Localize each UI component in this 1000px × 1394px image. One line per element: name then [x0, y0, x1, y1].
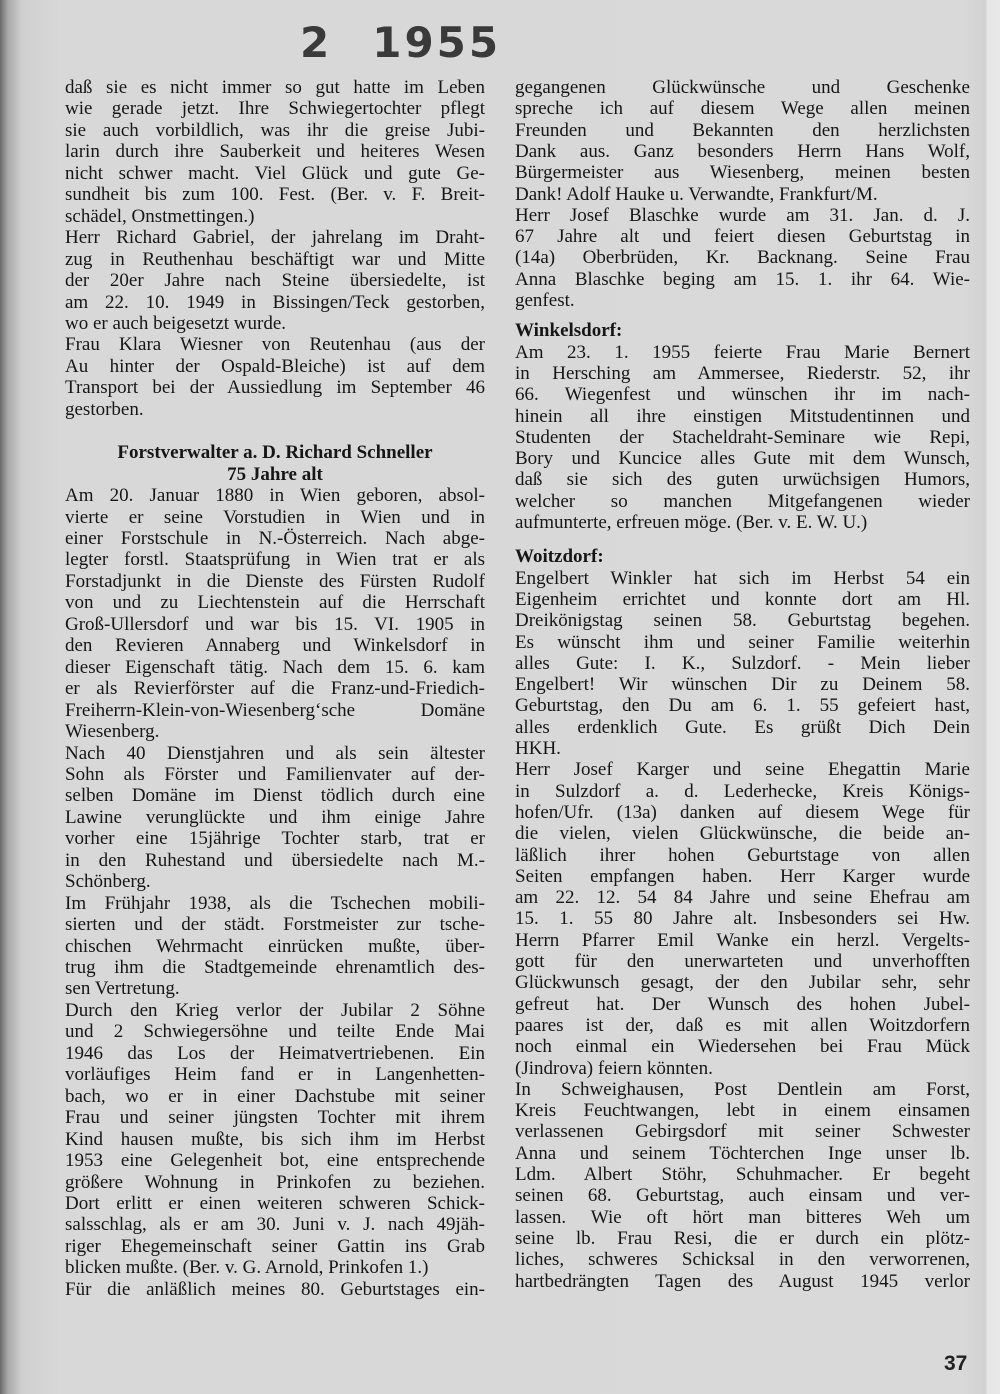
text-line: selben Domäne im Dienst tödlich durch eine [65, 785, 485, 807]
text-line: Frau Klara Wiesner von Reutenhau (aus der [65, 334, 485, 356]
text-line: genfest. [515, 290, 575, 311]
text-line: 15. 1. 55 80 Jahre alt. Insbesonders sei Hw. [515, 908, 970, 930]
text-line: Seiten empfangen haben. Herr Karger wurde [515, 865, 970, 887]
text-line: Für die anläßlich meines 80. Geburtstages ein- [65, 1278, 485, 1300]
text-line: larin durch ihre Sauberkeit und heiteres Wesen [65, 141, 485, 163]
text-line: daß sie sich des guten urwüchsigen Humors, [515, 469, 970, 491]
text-line: Groß-Ullersdorf und war bis 15. VI. 1905 in [65, 613, 485, 635]
text-line: sundheit bis zum 100. Fest. (Ber. v. F. Breit- [65, 184, 485, 206]
text-line: in Sulzdorf a. d. Lederhecke, Kreis Königs- [515, 780, 970, 802]
issue-header [300, 18, 540, 67]
text-line: (Jindrova) feiern könnten. [515, 1057, 713, 1079]
text-line: trug ihm die Stadtgemeinde ehrenamtlich des- [65, 957, 485, 978]
text-line: Am 23. 1. 1955 feierte Frau Marie Bernert [515, 341, 970, 363]
text-line: alles Gute: I. K., Sulzdorf. - Mein lieber [515, 652, 970, 674]
text-line: Winkelsdorf: [515, 320, 623, 342]
text-line: Sohn als Förster und Familienvater auf der- [65, 763, 485, 785]
text-line: lassen. Wie oft hört man bitteres Weh um [515, 1206, 970, 1228]
text-line: vorläufiges Heim fand er in Langenhetten- [65, 1064, 485, 1086]
text-line: einer Forstschule in N.-Österreich. Nach abge- [65, 528, 485, 549]
text-line: Dank! Adolf Hauke u. Verwandte, Frankfurt/M. [515, 183, 878, 205]
text-line: Lawine verunglückte und ihm einige Jahre [65, 806, 485, 828]
text-line: Herr Josef Blaschke wurde am 31. Jan. d. J. [515, 204, 970, 226]
text-line: schädel, Onstmettingen.) [65, 205, 255, 227]
text-line: Engelbert Winkler hat sich im Herbst 54 ein [515, 567, 970, 589]
text-line: In Schweighausen, Post Dentlein am Forst, [515, 1078, 970, 1100]
text-line: hartbedrängten Tagen des August 1945 verlor [515, 1270, 970, 1292]
text-line: riger Ehegemeinschaft seiner Gattin ins Grab [65, 1235, 485, 1257]
text-line: gott für den unerwarteten und unverhofften [515, 951, 970, 972]
text-line: seinen 68. Geburtstag, auch einsam und ver- [515, 1185, 970, 1207]
text-line: Bürgermeister aus Wiesenberg, meinen besten [515, 162, 970, 184]
text-line: wie gerade jetzt. Ihre Schwiegertochter pflegt [65, 98, 485, 120]
text-line: 1946 das Los der Heimatvertriebenen. Ein [65, 1042, 485, 1064]
text-line: aufmunterte, erfreuen möge. (Ber. v. E. W. U.) [515, 512, 868, 533]
text-line: liches, schweres Schicksal in den verworrenen, [515, 1249, 970, 1271]
text-line: die vielen, vielen Glückwünsche, die beide an- [515, 823, 970, 845]
text-line: Anna und seinem Töchterchen Inge unser lb. [515, 1142, 970, 1164]
text-line: Herrn Pfarrer Emil Wanke ein herzl. Vergelts- [515, 929, 970, 951]
text-line: Transport bei der Aussiedlung im September 46 [65, 377, 485, 399]
text-line: gestorben. [65, 398, 144, 420]
issue-year: 1955 [372, 18, 502, 67]
text-line: Dreikönigstag seinen 58. Geburtstag begehen. [515, 610, 970, 632]
text-line: Herr Josef Karger und seine Ehegattin Marie [515, 759, 970, 781]
text-line: Im Frühjahr 1938, als die Tschechen mobili- [65, 892, 485, 914]
text-line: Kind hausen mußte, bis sich ihm im Herbst [65, 1128, 485, 1150]
text-line: Forstverwalter a. D. Richard Schneller [117, 442, 433, 464]
text-line: zug in Reuthenhau beschäftigt war und Mitte [65, 248, 485, 270]
text-line: vorher eine 15jährige Tochter starb, trat er [65, 828, 485, 850]
text-line: HKH. [515, 738, 561, 759]
text-line: den Revieren Annaberg und Winkelsdorf in [65, 635, 485, 657]
text-line: Kreis Feuchtwangen, lebt in einem einsamen [515, 1100, 970, 1122]
text-line: Dort erlitt er einen weiteren schweren Schick- [65, 1192, 485, 1214]
text-line: Nach 40 Dienstjahren und als sein ältester [65, 742, 485, 764]
text-line: seine lb. Frau Resi, die er durch ein plötz- [515, 1227, 970, 1249]
text-line: Au hinter der Ospald-Bleiche) ist auf dem [65, 355, 485, 377]
text-line: sie auch vorbildlich, was ihr die greise Jubi- [65, 119, 485, 141]
text-line: Glückwunsch gesagt, der den Jubilar sehr, sehr [515, 972, 970, 994]
text-line: Durch den Krieg verlor der Jubilar 2 Söhne [65, 999, 485, 1021]
text-line: Studenten der Stacheldraht-Seminare wie Repi, [515, 426, 970, 448]
text-line: Woitzdorf: [515, 546, 604, 568]
text-line: blicken mußte. (Ber. v. G. Arnold, Prinkofen 1.) [65, 1257, 429, 1279]
text-line: Anna Blaschke beging am 15. 1. ihr 64. Wie- [515, 268, 970, 290]
text-line: 75 Jahre alt [227, 463, 323, 485]
text-line: gegangenen Glückwünsche und Geschenke [515, 77, 970, 98]
text-line: daß sie es nicht immer so gut hatte im Leben [65, 77, 485, 98]
text-line: und 2 Schwiegersöhne und teilte Ende Mai [65, 1021, 485, 1043]
text-line: 1953 eine Gelegenheit bot, eine entsprechende [65, 1150, 485, 1172]
text-line: größere Wohnung in Prinkofen zu beziehen. [65, 1171, 485, 1193]
text-line: Herr Richard Gabriel, der jahrelang im Draht- [65, 227, 485, 249]
text-line: Dank aus. Ganz besonders Herrn Hans Wolf, [515, 140, 970, 162]
text-line: Freunden und Bekannten den herzlichsten [515, 119, 970, 141]
text-line: der 20er Jahre nach Steine übersiedelte, ist [65, 270, 485, 292]
text-line: in den Ruhestand und übersiedelte nach M.- [65, 849, 485, 871]
text-line: am 22. 10. 1949 in Bissingen/Teck gestorben, [65, 291, 485, 313]
text-line: paares ist der, daß es mit allen Woitzdorfern [515, 1014, 970, 1036]
text-line: bach, wo er in einer Dachstube mit seiner [65, 1085, 485, 1107]
text-line: nicht schwer macht. Viel Glück und gute Ge- [65, 162, 485, 184]
text-line: noch einmal ein Wiedersehen bei Frau Mück [515, 1036, 970, 1058]
text-line: Schönberg. [65, 871, 151, 893]
text-line: dieser Eigenschaft tätig. Nach dem 15. 6. kam [65, 656, 485, 678]
text-line: welcher so manchen Mitgefangenen wieder [515, 490, 970, 512]
text-line: Wiesenberg. [65, 721, 160, 743]
text-line: Es wünscht ihm und seiner Familie weiterhin [515, 631, 970, 653]
text-line: Ldm. Albert Stöhr, Schuhmacher. Er begeht [515, 1164, 970, 1185]
text-line: hofen/Ufr. (13a) danken auf diesem Wege für [515, 801, 970, 823]
text-line: 67 Jahre alt und feiert diesen Geburtstag in [515, 226, 970, 248]
text-line: 66. Wiegenfest und wünschen ihr im nach- [515, 384, 970, 406]
text-line: Engelbert! Wir wünschen Dir zu Deinem 58. [515, 674, 970, 696]
text-line: legter forstl. Staatsprüfung in Wien trat er als [65, 549, 485, 571]
text-line: von und zu Liechtenstein auf die Herrschaft [65, 592, 485, 614]
page-number: 37 [944, 1352, 968, 1375]
text-line: Forstadjunkt in die Dienste des Fürsten Rudolf [65, 570, 485, 592]
text-line: chischen Wehrmacht einrücken mußte, über- [65, 935, 485, 957]
text-line: spreche ich auf diesem Wege allen meinen [515, 98, 970, 120]
text-line: er als Revierförster auf die Franz-und-Friedich- [65, 678, 485, 700]
text-line: verlassenen Gebirgsdorf mit seiner Schwester [515, 1121, 970, 1143]
text-line: Frau und seiner jüngsten Tochter mit ihrem [65, 1107, 485, 1129]
text-line: gefreut hat. Der Wunsch des hohen Jubel- [515, 993, 970, 1015]
text-line: alles erdenklich Gute. Es grüßt Dich Dein [515, 716, 970, 738]
text-line: sen Vertretung. [65, 978, 180, 1000]
text-line: Bory und Kuncice alles Gute mit dem Wunsch, [515, 448, 970, 470]
issue-number: 2 [300, 18, 333, 67]
text-line: in Hersching am Ammersee, Riederstr. 52, ihr [515, 362, 970, 384]
text-line: sierten und der städt. Forstmeister zur tsche- [65, 914, 485, 936]
text-line: wo er auch beigesetzt wurde. [65, 312, 287, 334]
text-line: hinein all ihre einstigen Mitstudentinnen und [515, 405, 970, 427]
text-line: am 22. 12. 54 84 Jahre und seine Ehefrau am [515, 887, 970, 909]
text-line: Freiherrn-Klein-von-Wiesenberg‘sche Domäne [65, 699, 485, 721]
text-line: Am 20. Januar 1880 in Wien geboren, absol- [65, 485, 485, 507]
text-line: vierte er seine Vorstudien in Wien und in [65, 506, 485, 528]
text-line: salsschlag, als er am 30. Juni v. J. nach 49jäh- [65, 1214, 485, 1236]
text-line: läßlich ihrer hohen Geburtstage von allen [515, 844, 970, 866]
text-line: (14a) Oberbrüden, Kr. Backnang. Seine Frau [515, 247, 970, 269]
text-line: Geburtstag, den Du am 6. 1. 55 gefeiert hast, [515, 695, 970, 717]
text-line: Eigenheim errichtet und konnte dort am Hl. [515, 588, 970, 610]
